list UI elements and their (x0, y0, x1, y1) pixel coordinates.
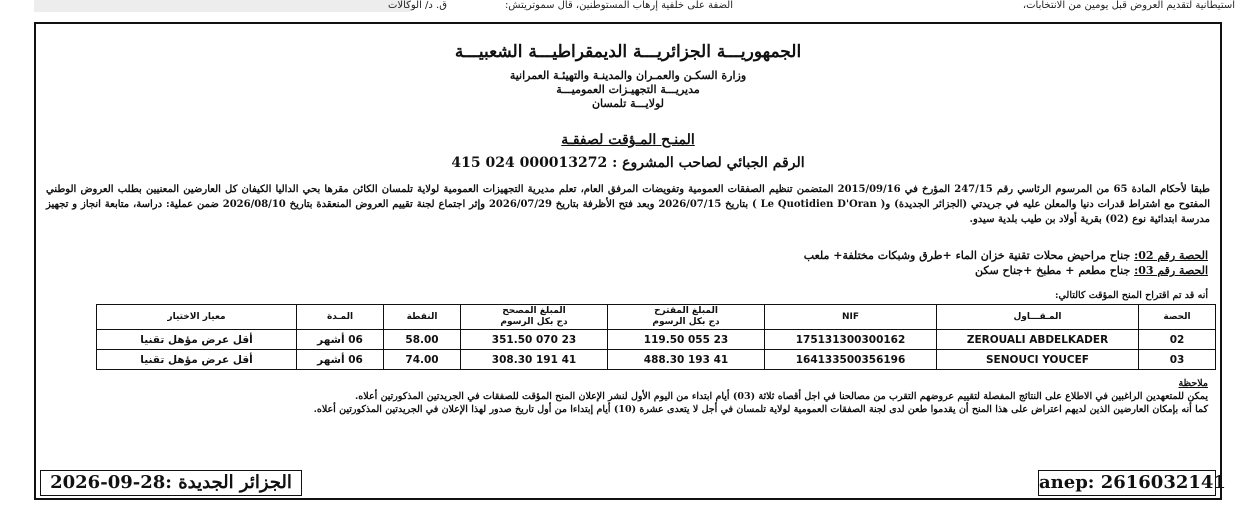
header-proposed-line1: المبلغ المقترح (654, 306, 718, 316)
top-newspaper-strip (0, 0, 1235, 14)
note-2: كما أنه بإمكان العارضين الذين لديهم اعتراض على هذا المنح أن يقدموا طعن لدى لجنة الصفقات العمومية لولاية تلمسان في أجل لا يتعدى عشرة (10) أيام إبتداءا من أول تاريخ صدور لهذا الإعلان في الجريدتين المذكورتين أعلاه. (313, 404, 1208, 415)
row-corrected: 23 070 351.50 (461, 330, 608, 350)
notice-frame (34, 22, 1226, 500)
top-strip-box (34, 0, 410, 12)
row-contractor: SENOUCI YOUCEF (937, 350, 1139, 370)
top-strip-left-text: ق. د/ الوكالات (387, 0, 447, 11)
header-score: النقطة (384, 305, 461, 330)
note-1: يمكن للمتعهدين الراغبين في الاطلاع على النتائج المفصلة لتقييم عروضهم التقرب من مصالحنا في اجل أقصاه ثلاثة (03) أيام ابتداء من اليوم الأول لنشر الإعلان المنح المؤقت للصفقات في الجريدتين المذكورتين أعلاه. (355, 391, 1208, 402)
lot-3-text: جناح مطعم + مطبخ +جناح سكن (975, 264, 1131, 277)
notice-title: المنـح المـؤقت لصفقـة (561, 132, 695, 148)
top-strip-right-text: استيطانية لتقديم العروض قبل يومين من الانتخابات، (1022, 0, 1235, 11)
row-lot: 03 (1139, 350, 1216, 370)
republic-title: الجمهوريـــة الجزائريـــة الديمقراطيـــة الشعبيـــة (454, 42, 802, 62)
lot-2-line (804, 249, 1208, 262)
row-criterion: أقل عرض مؤهل تقنيا (97, 330, 297, 350)
row-corrected: 41 191 308.30 (461, 350, 608, 370)
table-row (97, 350, 1216, 370)
row-proposed: 41 193 488.30 (608, 350, 765, 370)
table-row (97, 330, 1216, 350)
lot-3-line (975, 264, 1208, 277)
row-lot: 02 (1139, 330, 1216, 350)
header-nif: NIF (765, 305, 937, 330)
award-table (96, 304, 1216, 370)
notice-paragraph: طبقا لأحكام المادة 65 من المرسوم الرئاسي رقم 247/15 المؤرخ في 2015/09/16 المتضمن تنظيم الصفقات العمومية وتفويضات المرفق العام، تعلم مديرية التجهيزات العمومية لولاية تلمسان الكائن مقرها بحي الداليا الكيفان كل العارضين المعنيين بطلب العروض الوطني المفتوح مع اشتراط قدرات دنيا والمعلن عليه في جريدتي (الجزائر الجديدة) و( Le Quotidien D'Oran ) بتاريخ 2026/07/15 وبعد فتح الأظرفة بتاريخ 2026/07/29 وإثر اجتماع لجنة تقييم العروض المنعقدة بتاريخ 2026/08/10 ضمن عملية: دراسة، متابعة انجاز و تجهيز مدرسة ابتدائية نوع (02) بقرية أولاد بن طيب بلدية سيدو. (46, 184, 1211, 225)
header-corrected (461, 305, 608, 330)
tax-id-line (36, 155, 1220, 171)
header-proposed-line2: دج بكل الرسوم (652, 317, 720, 327)
row-score: 58.00 (384, 330, 461, 350)
header-contractor: المـقـــاول (937, 305, 1139, 330)
row-score: 74.00 (384, 350, 461, 370)
header-corrected-line2: دج بكل الرسوم (500, 317, 568, 327)
header-criterion: معيار الاختيار (97, 305, 297, 330)
notes-section (96, 377, 1208, 416)
award-intro: أنه قد تم اقتراح المنح المؤقت كالتالي: (1055, 290, 1208, 301)
row-duration: 06 أشهر (297, 330, 384, 350)
lot-2-label: الحصة رقم 02: (1134, 249, 1208, 262)
newspaper-date-box: الجزائر الجديدة :28-09-2026 (40, 470, 302, 496)
anep-reference-box: anep: 2616032141 (1038, 470, 1216, 496)
header-corrected-line1: المبلغ المصحح (502, 306, 566, 316)
header-lot: الحصة (1139, 305, 1216, 330)
row-duration: 06 أشهر (297, 350, 384, 370)
directorate-name: مديريـــة التجهيـزات العموميـــة (556, 83, 700, 96)
header-duration: المـدة (297, 305, 384, 330)
lot-3-label: الحصة رقم 03: (1134, 264, 1208, 277)
ministry-name: وزارة السكـن والعمـران والمدينـة والتهيئـة العمرانية (509, 69, 747, 82)
top-strip-middle-text: الضفة على خلفية إرهاب المستوطنين، قال سموتريتش: (504, 0, 733, 11)
notes-title: ملاحظة (1178, 378, 1208, 389)
lot-2-text: جناح مراحيض محلات تقنية خزان الماء +طرق وشبكات مختلفة+ ملعب (803, 249, 1131, 262)
tax-id-label: الرقم الجبائي لصاحب المشروع : (612, 155, 805, 171)
row-contractor: ZEROUALI ABDELKADER (937, 330, 1139, 350)
table-header-row (97, 305, 1216, 330)
row-proposed: 23 055 119.50 (608, 330, 765, 350)
row-nif: 164133500356196 (765, 350, 937, 370)
header-proposed (608, 305, 765, 330)
wilaya-name: لولايـــة تلمسان (591, 97, 665, 110)
row-nif: 175131300300162 (765, 330, 937, 350)
row-criterion: أقل عرض مؤهل تقنيا (97, 350, 297, 370)
tax-id-value: 415 024 000013272 (451, 155, 608, 171)
